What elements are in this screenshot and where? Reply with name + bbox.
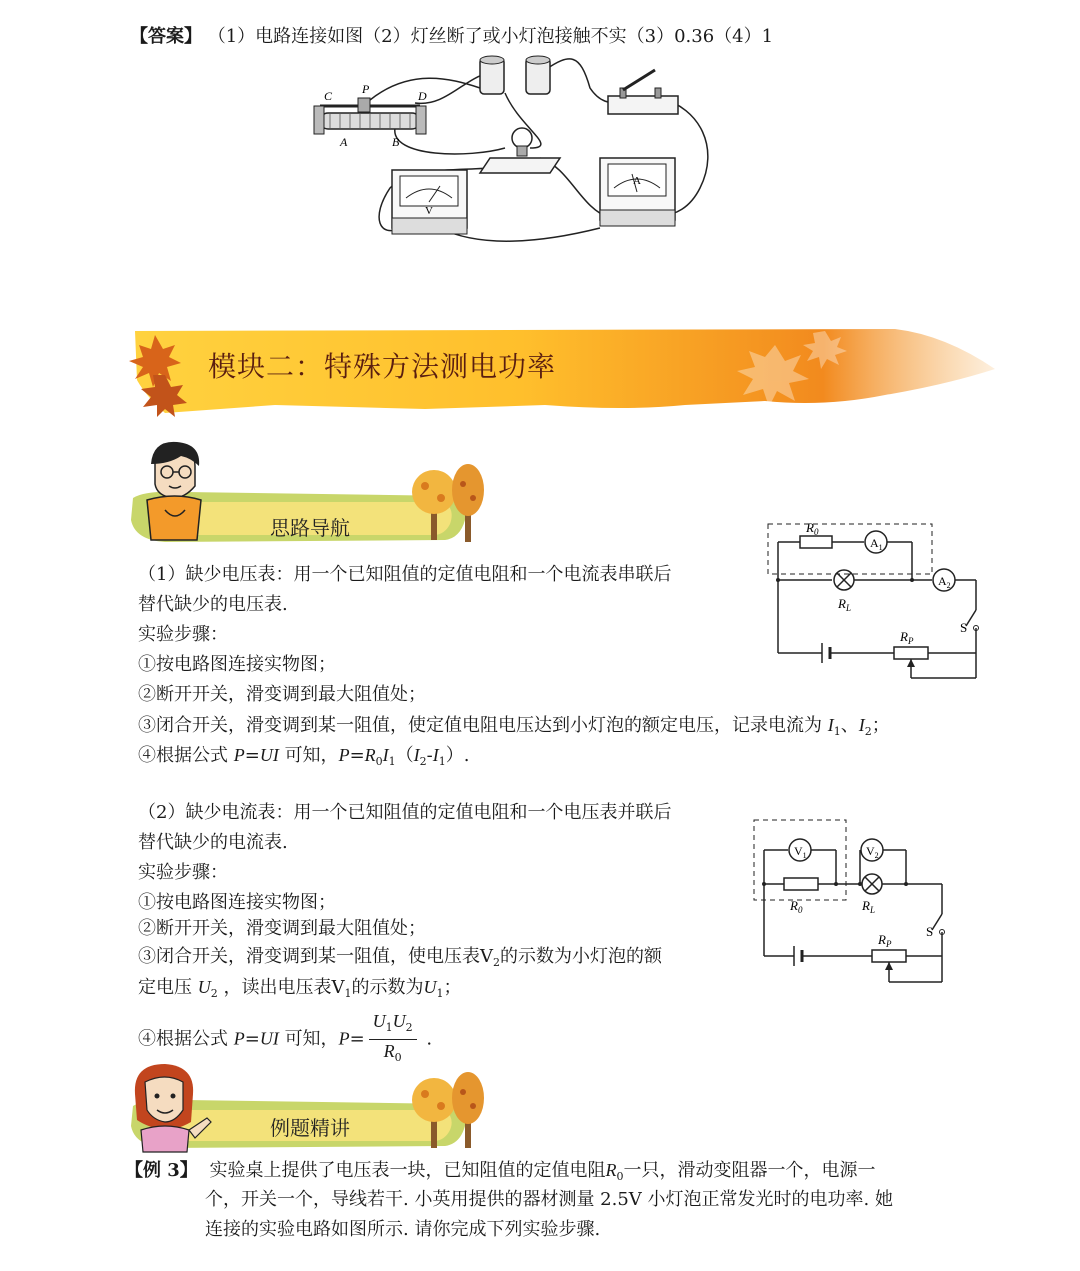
c1-a2-sub: 2	[946, 581, 951, 590]
label-p: P	[362, 82, 370, 96]
part1-steps-label: 实验步骤：	[138, 624, 228, 645]
example3-tag: 【例 3】	[125, 1160, 198, 1181]
c1-rp-sub: P	[907, 636, 914, 646]
part2-step3d: ，读出电压表	[223, 977, 332, 998]
example3-line1: 【例 3】 实验桌上提供了电压表一块，已知阻值的定值电阻$R_0$一只，滑动变阻器一个，电源一	[125, 1160, 876, 1183]
part2-steps-label: 实验步骤：	[138, 862, 228, 883]
part2-step4-prefix: ④根据公式	[138, 1028, 228, 1050]
part2-step3a: ③闭合开关，滑变调到某一阻值，使电压表	[138, 946, 480, 967]
c1-r0-label: R	[806, 520, 814, 535]
svg-text:RP	[899, 629, 914, 646]
part1-step3: ③闭合开关，滑变调到某一阻值，使定值电阻电压达到小灯泡的额定电压，记录电流为 $I_1$、$I_2$；	[138, 715, 890, 738]
part1-step1: ①按电路图连接实物图；	[138, 654, 336, 675]
c2-rp-label: R	[878, 932, 886, 947]
label-b: B	[392, 135, 400, 149]
label-v: V	[425, 205, 433, 217]
power-fraction: $\frac{U_1U_2}{R_0}$	[369, 1010, 417, 1069]
c2-rp-sub: P	[885, 939, 892, 949]
svg-text:V2	[866, 844, 879, 860]
circuit-diagram-1	[760, 518, 990, 688]
part2-step3e: 的示数为	[351, 977, 424, 998]
answer-text: （1）电路连接如图（2）灯丝断了或小灯泡接触不实（3）0.36（4）1	[207, 26, 774, 47]
c2-s-label: S	[926, 924, 934, 939]
svg-text:RL	[837, 596, 851, 613]
c1-a1-sub: 1	[878, 543, 883, 552]
part2-step3: ③闭合开关，滑变调到某一阻值，使电压表$V_2$的示数为小灯泡的额	[138, 946, 662, 969]
ammeter-icon	[600, 158, 675, 226]
part1-step4-mid: 可知，	[284, 745, 339, 766]
c1-a2-label: A	[938, 574, 947, 588]
part2-step3b: 的示数为小灯泡的额	[500, 946, 662, 967]
apparatus-illustration	[300, 48, 720, 248]
guide-title: 思路导航	[270, 516, 350, 540]
part2-step3-cont: 定电压 $U_2$ ，读出电压表$V_1$的示数为$U_1$；	[138, 977, 462, 1000]
part1-step3-text: ③闭合开关，滑变调到某一阻值，使定值电阻电压达到小灯泡的额定电压，记录电流为	[138, 715, 822, 736]
part2-step2: ②断开开关，滑变调到最大阻值处；	[138, 918, 426, 939]
c1-s-label: S	[960, 620, 968, 635]
svg-text:V1	[794, 844, 807, 860]
c2-v2-label: V	[866, 844, 875, 858]
circuit-diagram-2	[748, 816, 958, 996]
part2-step1: ①按电路图连接实物图；	[138, 892, 336, 913]
c1-a1-label: A	[870, 536, 879, 550]
svg-text:R0	[789, 898, 803, 915]
example-title: 例题精讲	[270, 1116, 350, 1140]
module-title: 模块二：特殊方法测电功率	[208, 350, 557, 383]
c1-rl-sub: L	[845, 603, 851, 613]
part2-line2: 替代缺少的电流表.	[138, 832, 288, 853]
label-c: C	[324, 89, 333, 103]
svg-text:RP	[877, 932, 892, 949]
part2-step4: ④根据公式 P=UI 可知，P= $\frac{U_1U_2}{R_0}$ .	[138, 1010, 432, 1069]
svg-text:A2	[938, 574, 951, 590]
part1-line2: 替代缺少的电压表.	[138, 594, 288, 615]
svg-text:R0	[805, 520, 819, 537]
c2-r0-sub: 0	[797, 905, 803, 915]
c2-r0-label: R	[790, 898, 798, 913]
boy-avatar-icon	[147, 442, 201, 540]
svg-text:A1	[870, 536, 883, 552]
c2-rl-sub: L	[869, 905, 875, 915]
answer-tag: 【答案】	[130, 26, 202, 47]
c1-rl-label: R	[838, 596, 846, 611]
svg-text:RL	[861, 898, 875, 915]
label-d: D	[418, 89, 427, 103]
part1-step4: ④根据公式 P=UI 可知，$P=R_0I_1(I_2-I_1)$.	[138, 745, 470, 768]
part1-step4-prefix: ④根据公式	[138, 745, 228, 766]
switch-icon	[608, 70, 678, 114]
example3-line1-text: 实验桌上提供了电压表一块，已知阻值的定值电阻	[209, 1160, 606, 1181]
part2-step4-mid: 可知，	[284, 1028, 339, 1050]
part1-step2: ②断开开关，滑变调到最大阻值处；	[138, 684, 426, 705]
c1-rp-label: R	[900, 629, 908, 644]
part2-line1: （2）缺少电流表：用一个已知阻值的定值电阻和一个电压表并联后	[138, 802, 672, 823]
c2-v2-sub: 2	[874, 851, 879, 860]
example3-line1b: 一只，滑动变阻器一个，电源一	[623, 1160, 876, 1181]
c1-r0-sub: 0	[813, 527, 819, 537]
part1-line1: （1）缺少电压表：用一个已知阻值的定值电阻和一个电流表串联后	[138, 564, 672, 585]
label-amp: A	[633, 175, 641, 187]
c2-v1-sub: 1	[802, 851, 807, 860]
c2-rl-label: R	[862, 898, 870, 913]
label-a: A	[340, 135, 348, 149]
c2-v1-label: V	[794, 844, 803, 858]
voltmeter-icon	[392, 170, 467, 234]
example3-line2: 个，开关一个，导线若干. 小英用提供的器材测量 2.5V 小灯泡正常发光时的电功率. 她	[205, 1189, 893, 1210]
example3-line3: 连接的实验电路如图所示. 请你完成下列实验步骤.	[205, 1219, 601, 1240]
rheostat-icon	[314, 98, 426, 134]
battery-icon	[480, 56, 550, 94]
part2-step3c: 定电压	[138, 977, 192, 998]
